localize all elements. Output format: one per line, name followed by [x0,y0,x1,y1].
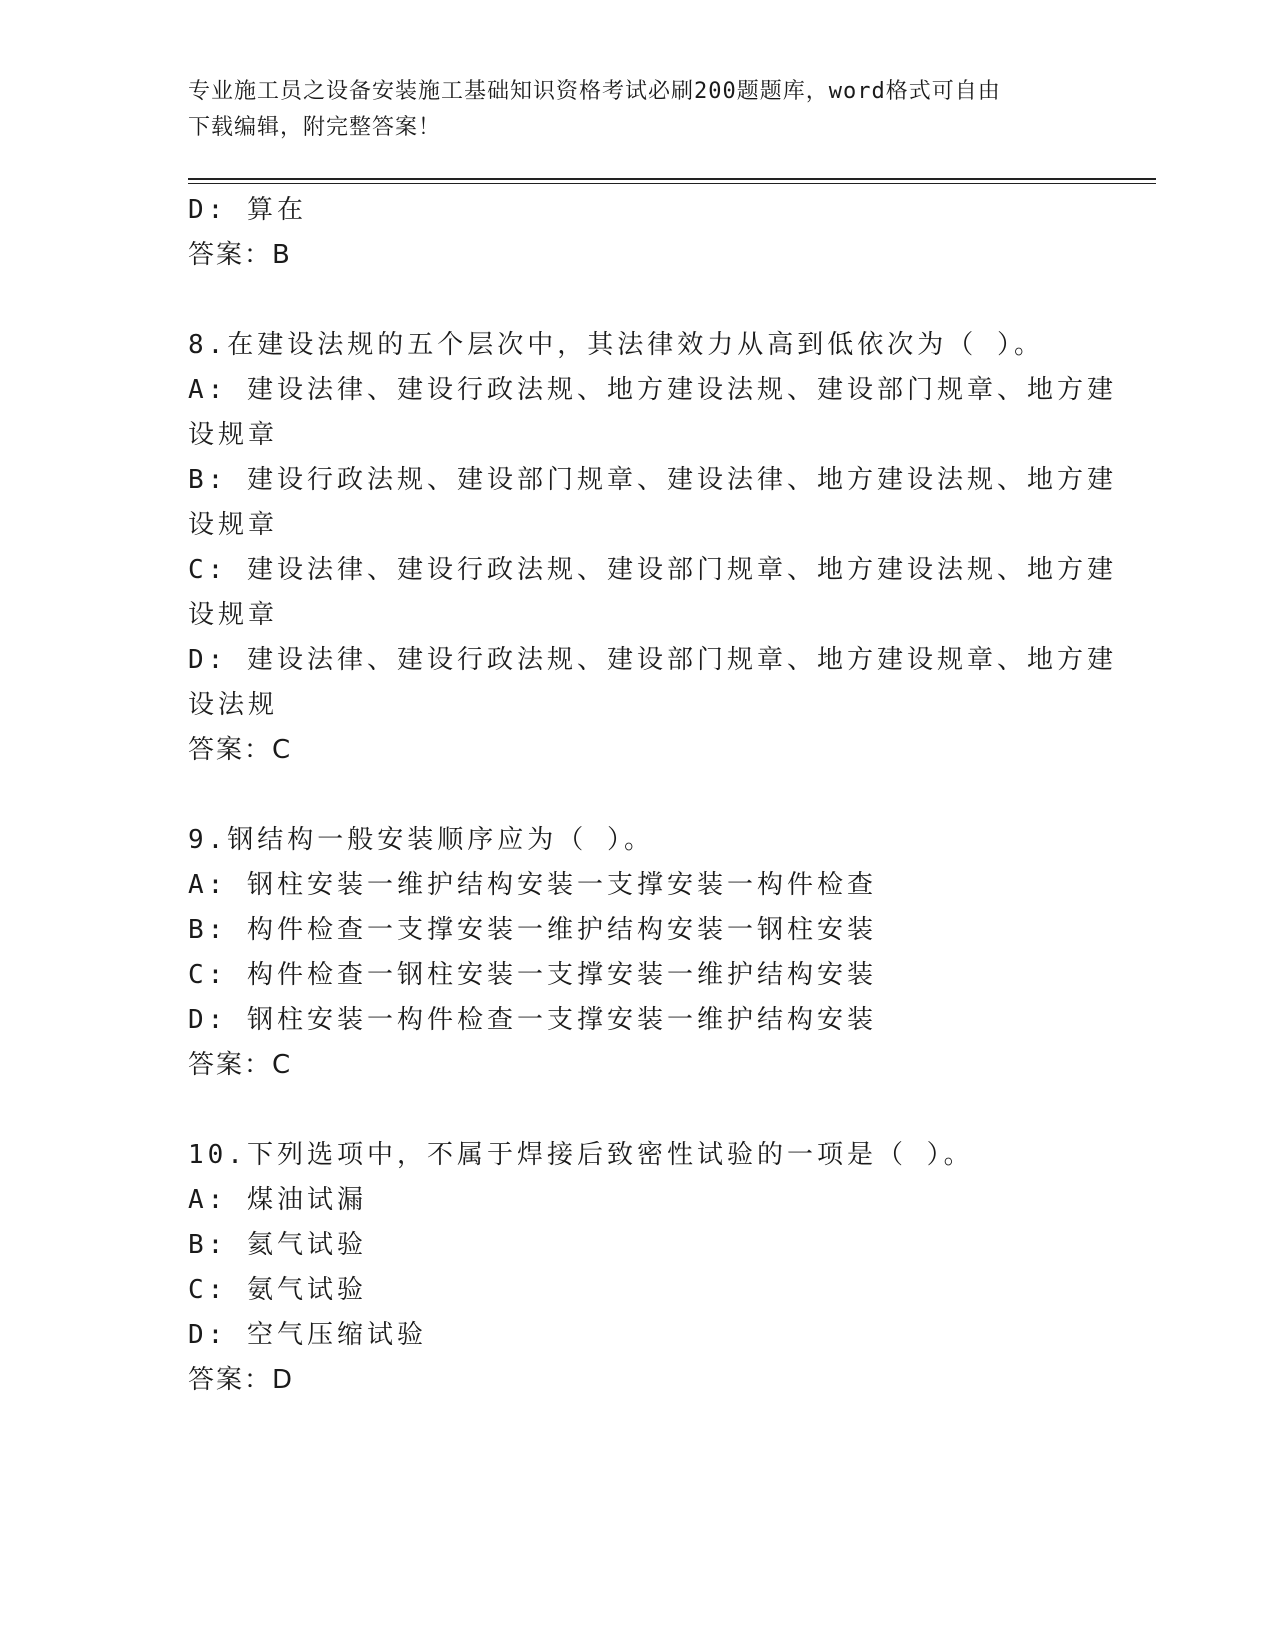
option-c-line-1: C: 建设法律、建设行政法规、建设部门规章、地方建设法规、地方建 [188,555,1117,585]
option-c-line-2: 设规章 [188,600,279,630]
question-stem: 8.在建设法规的五个层次中，其法律效力从高到低依次为（ ）。 [188,330,1044,360]
header-line-2: 下载编辑，附完整答案！ [188,115,442,140]
header-line-1: 专业施工员之设备安装施工基础知识资格考试必刷200题题库，word格式可自由 [188,79,1001,104]
option-d: D: 空气压缩试验 [188,1320,427,1350]
option-b-line-2: 设规章 [188,510,279,540]
question-10 [188,1133,1088,1403]
option-b-line-1: B: 建设行政法规、建设部门规章、建设法律、地方建设法规、地方建 [188,465,1117,495]
spacer [188,278,1088,323]
option-c: C: 氨气试验 [188,1275,367,1305]
document-header [188,74,1068,146]
header-divider-thick [188,178,1156,180]
option-d: D: 钢柱安装一构件检查一支撑安装一维护结构安装 [188,1005,877,1035]
option-a-line-1: A: 建设法律、建设行政法规、地方建设法规、建设部门规章、地方建 [188,375,1117,405]
header-divider-thin [188,183,1156,184]
option-a-line-2: 设规章 [188,420,279,450]
question-8 [188,323,1117,773]
question-9 [188,818,1088,1088]
question-stem: 10.下列选项中，不属于焊接后致密性试验的一项是（ ）。 [188,1140,974,1170]
option-b: B: 氦气试验 [188,1230,367,1260]
option-a: A: 煤油试漏 [188,1185,367,1215]
answer-line: 答案：C [188,1050,293,1080]
answer-line: 答案：D [188,1365,295,1395]
question-stem: 9.钢结构一般安装顺序应为（ ）。 [188,825,654,855]
spacer [188,773,1088,818]
question-content [188,188,1117,1403]
option-a: A: 钢柱安装一维护结构安装一支撑安装一构件检查 [188,870,877,900]
answer-line: 答案：C [188,735,293,765]
answer-line: 答案：B [188,240,292,270]
option-c: C: 构件检查一钢柱安装一支撑安装一维护结构安装 [188,960,877,990]
option-d-line-2: 设法规 [188,690,279,720]
spacer [188,1088,1088,1133]
option-d-line-1: D: 建设法律、建设行政法规、建设部门规章、地方建设规章、地方建 [188,645,1117,675]
previous-question-tail [188,188,1088,278]
option-b: B: 构件检查一支撑安装一维护结构安装一钢柱安装 [188,915,877,945]
option-d: D: 算在 [188,195,307,225]
